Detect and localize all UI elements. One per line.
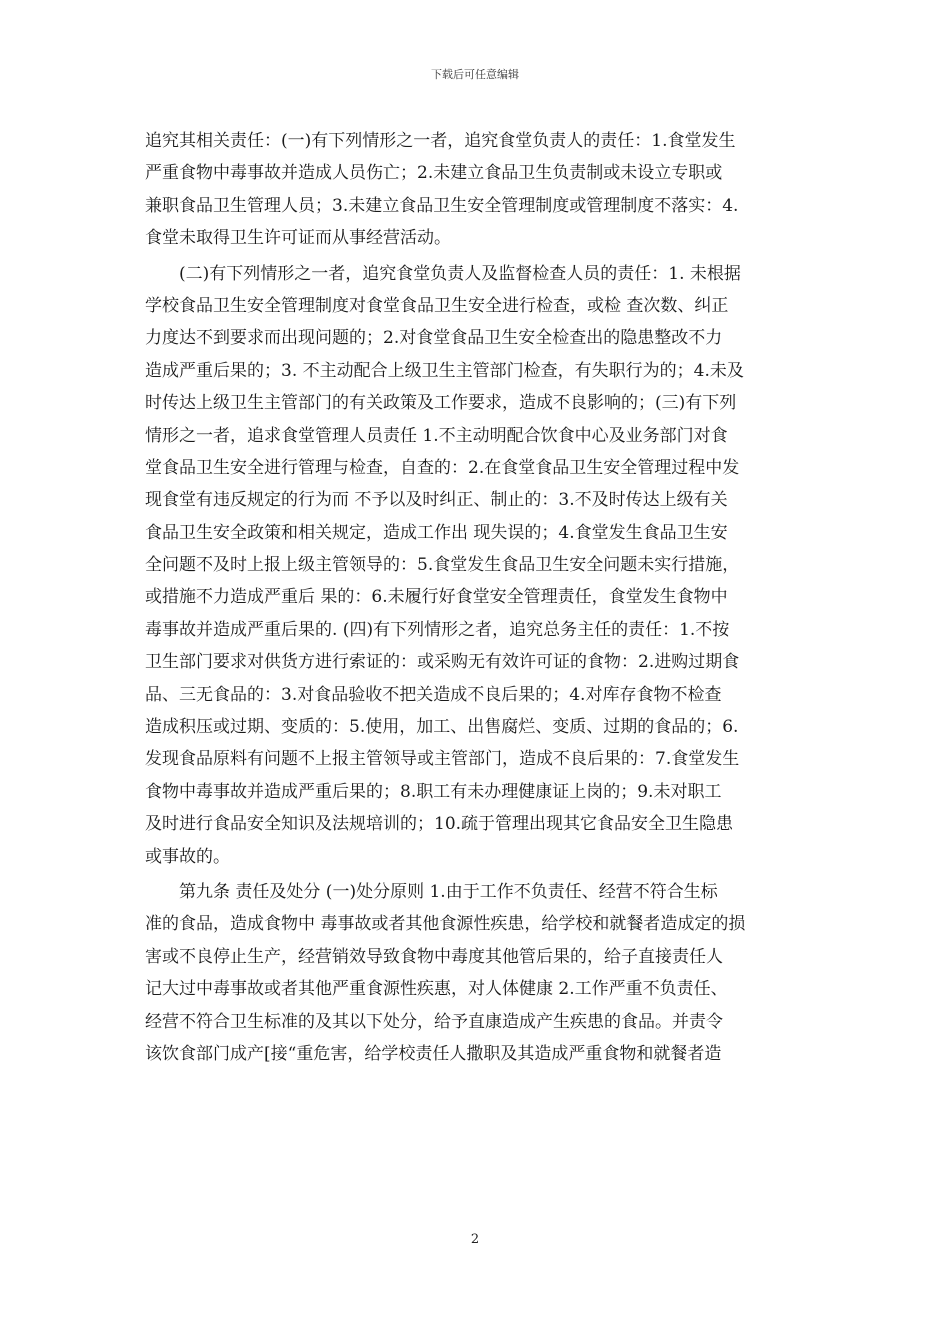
text-line: 准的食品，造成食物中 毒事故或者其他食源性疾患，给学校和就餐者造成定的损 [145,914,746,935]
paragraph-3 [145,876,810,1070]
text-line: 害或不良停止生产，经营销效导致食物中毒度其他管后果的，给子直接责任人 [145,946,723,967]
text-line: 情形之一者，追求食堂管理人员责任 1.不主动明配合饮食中心及业务部门对食 [145,425,728,446]
text-line: 堂食品卫生安全进行管理与检查，自查的：2.在食堂食品卫生安全管理过程中发 [145,457,740,478]
text-line: 食物中毒事故并造成严重后果的；8.职工有未办理健康证上岗的；9.未对职工 [145,781,722,802]
text-line: (二)有下列情形之一者，追究食堂负责人及监督检查人员的责任：1. 未根据 [179,263,741,284]
text-line: 及时进行食品安全知识及法规培训的；10.疏于管理出现其它食品安全卫生隐患 [145,814,734,835]
text-line: 现食堂有违反规定的行为而 不予以及时纠正、制止的：3.不及时传达上级有关 [145,490,728,511]
page-number: 2 [470,1232,480,1247]
text-line: 记大过中毒事故或者其他严重食源性疾惠，对人体健康 2.工作严重不负责任、 [145,979,728,1000]
text-line: 该饮食部门成产[接“重危害，给学校责任人撒职及其造成严重食物和就餐者造 [145,1043,722,1064]
text-line: 发现食品原料有问题不上报主管领导或主管部门，造成不良后果的：7.食堂发生 [145,749,740,770]
paragraph-2 [145,258,810,873]
document-body [145,125,810,1070]
text-line: 学校食品卫生安全管理制度对食堂食品卫生安全进行检查，或检 查次数、纠正 [145,295,729,316]
text-line: 追究其相关责任：(一)有下列情形之一者，追究食堂负责人的责任：1.食堂发生 [145,131,736,151]
text-line: 毒事故并造成严重后果的. (四)有下列情形之者，追究总务主任的责任：1.不按 [145,619,730,640]
text-line: 经营不符合卫生标准的及其以下处分，给予直康造成产生疾患的食品。并责令 [145,1011,723,1032]
text-line: 全问题不及时上报上级主管领导的：5.食堂发生食品卫生安全问题未实行措施， [145,555,740,576]
text-line: 品、三无食品的：3.对食品验收不把关造成不良后果的；4.对库存食物不检查 [145,684,722,705]
text-line: 食品卫生安全政策和相关规定，造成工作出 现失误的；4.食堂发生食品卫生安 [145,522,728,543]
text-line: 严重食物中毒事故并造成人员伤亡；2.未建立食品卫生负责制或未设立专职或 [145,163,723,184]
text-line: 或事故的。 [145,846,230,867]
text-line: 造成积压或过期、变质的：5.使用，加工、出售腐烂、变质、过期的食品的；6. [145,717,739,738]
text-line: 造成严重后果的；3. 不主动配合上级卫生主管部门检查，有失职行为的；4.未及 [145,360,744,381]
text-line: 第九条 责任及处分 (一)处分原则 1.由于工作不负责任、经营不符合生标 [179,881,718,902]
paragraph-1 [145,125,810,255]
page-header: 下载后可任意编辑 [431,68,519,81]
text-line: 或措施不力造成严重后 果的：6.未履行好食堂安全管理责任，食堂发生食物中 [145,587,728,608]
text-line: 力度达不到要求而出现问题的；2.对食堂食品卫生安全检查出的隐患整改不力 [145,328,723,349]
text-line: 兼职食品卫生管理人员；3.未建立食品卫生安全管理制度或管理制度不落实：4. [145,195,739,216]
text-line: 时传达上级卫生主管部门的有关政策及工作要求，造成不良影响的；(三)有下列 [145,393,737,414]
text-line: 食堂未取得卫生许可证而从事经营活动。 [145,228,451,249]
text-line: 卫生部门要求对供货方进行索证的：或采购无有效许可证的食物：2.进购过期食 [145,652,740,673]
